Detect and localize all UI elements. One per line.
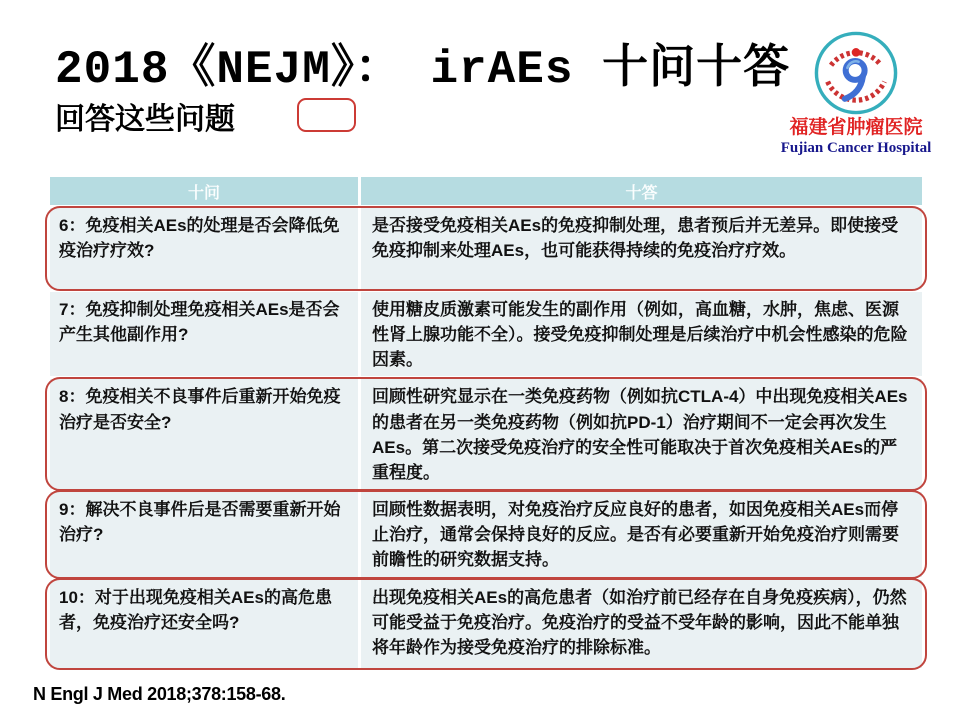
answer-cell-10: 出现免疫相关AEs的高危患者（如治疗前已经存在自身免疫疾病），仍然可能受益于免疫治疗。免疫治疗的受益不受年龄的影响，因此不能单独将年龄作为接受免疫治疗的排除标准。: [361, 580, 922, 668]
table-row-q7: [50, 292, 922, 376]
hospital-name-en: Fujian Cancer Hospital: [780, 139, 932, 156]
question-cell-9: 9：解决不良事件后是否需要重新开始治疗?: [50, 492, 358, 576]
column-header-answers: 十答: [361, 177, 922, 205]
table-row-q10: [50, 580, 922, 668]
question-cell-6: 6：免疫相关AEs的处理是否会降低免疫治疗疗效?: [50, 208, 358, 289]
question-cell-8: 8：免疫相关不良事件后重新开始免疫治疗是否安全?: [50, 379, 358, 489]
hospital-name-cn: 福建省肿瘤医院: [789, 117, 923, 138]
hospital-logo: [772, 30, 940, 157]
table-row-q8: [50, 379, 922, 489]
citation: N Engl J Med 2018;378:158-68.: [33, 684, 286, 704]
table-header-row: [50, 177, 922, 205]
page-title: 2018《NEJM》： irAEs 十问十答: [55, 44, 791, 96]
qa-table: [50, 177, 922, 671]
column-header-questions: 十问: [50, 177, 358, 205]
question-cell-7: 7：免疫抑制处理免疫相关AEs是否会产生其他副作用?: [50, 292, 358, 376]
answer-cell-6: 是否接受免疫相关AEs的免疫抑制处理，患者预后并无差异。即使接受免疫抑制来处理AEs，也可能获得持续的免疫治疗疗效。: [361, 208, 922, 289]
answer-cell-9: 回顾性数据表明，对免疫治疗反应良好的患者，如因免疫相关AEs而停止治疗，通常会保持良好的反应。是否有必要重新开始免疫治疗则需要前瞻性的研究数据支持。: [361, 492, 922, 576]
table-row-q6: [50, 208, 922, 289]
empty-highlight-box: [297, 98, 356, 132]
answer-cell-7: 使用糖皮质激素可能发生的副作用（例如，高血糖，水肿，焦虑、医源性肾上腺功能不全）。接受免疫抑制处理是后续治疗中机会性感染的危险因素。: [361, 292, 922, 376]
question-cell-10: 10：对于出现免疫相关AEs的高危患者，免疫治疗还安全吗?: [50, 580, 358, 668]
page-subtitle: 回答这些问题: [55, 105, 235, 139]
hospital-emblem-icon: [813, 30, 899, 116]
table-row-q9: [50, 492, 922, 576]
answer-cell-8: 回顾性研究显示在一类免疫药物（例如抗CTLA-4）中出现免疫相关AEs的患者在另一类免疫药物（例如抗PD-1）治疗期间不一定会再次发生AEs。第二次接受免疫治疗的安全性可能取决于首次免疫相关AEs的严重程度。: [361, 379, 922, 489]
